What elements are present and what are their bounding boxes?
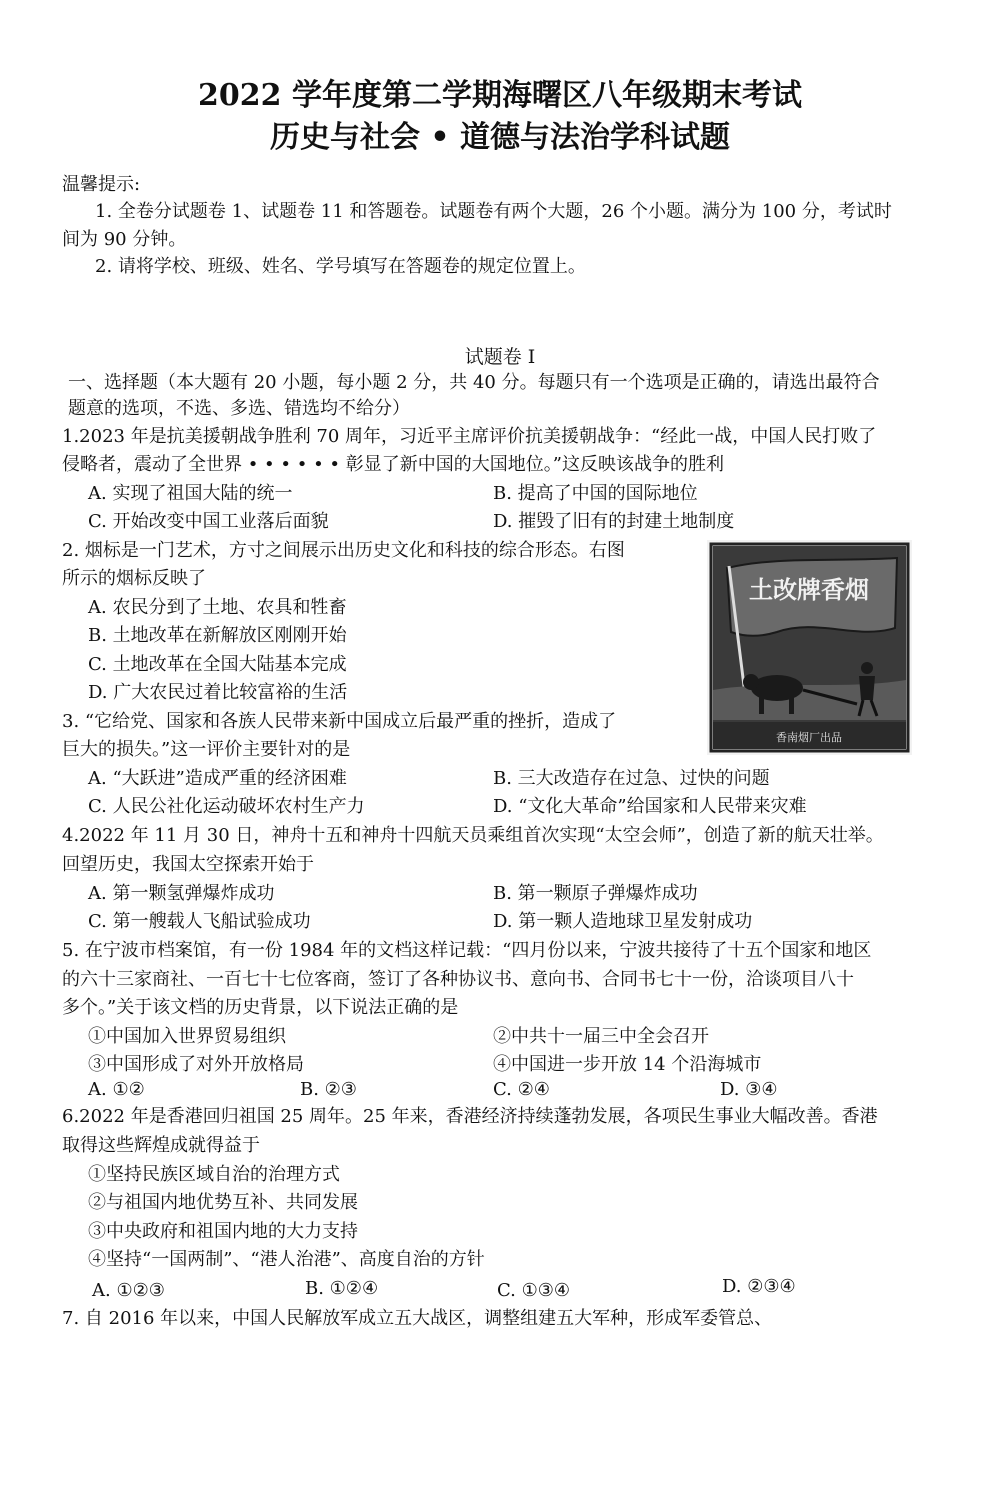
q5-option-b: B. ②③ [300, 1079, 357, 1100]
q7-stem-line1: 7. 自 2016 年以来，中国人民解放军成立五大战区，调整组建五大军种，形成军委管总、 [62, 1308, 773, 1329]
q6-stem-line2: 取得这些辉煌成就得益于 [62, 1135, 260, 1156]
q4-stem-line2: 回望历史，我国太空探索开始于 [62, 854, 314, 875]
q2-stem-line1: 2. 烟标是一门艺术，方寸之间展示出历史文化和科技的综合形态。右图 [62, 540, 625, 561]
q4-option-a: A. 第一颗氢弹爆炸成功 [88, 883, 275, 904]
q5-statement-1: ①中国加入世界贸易组织 [88, 1026, 286, 1047]
notice-item1-line2: 间为 90 分钟。 [62, 229, 187, 250]
q6-statement-2: ②与祖国内地优势互补、共同发展 [88, 1192, 358, 1213]
q2-stem-line2: 所示的烟标反映了 [62, 568, 206, 589]
q3-option-d: D. “文化大革命”给国家和人民带来灾难 [493, 796, 807, 817]
q6-stem-line1: 6.2022 年是香港回归祖国 25 周年。25 年来，香港经济持续蓬勃发展，各项民生事业大幅改善。香港 [62, 1106, 878, 1127]
q6-option-d: D. ②③④ [722, 1276, 796, 1297]
q6-option-c: C. ①③④ [497, 1280, 570, 1301]
section-intro-line2: 题意的选项，不选、多选、错选均不给分） [68, 398, 410, 419]
exam-title-line1: 2022 学年度第二学期海曙区八年级期末考试 [198, 78, 802, 113]
q1-stem-line1: 1.2023 年是抗美援朝战争胜利 70 周年，习近平主席评价抗美援朝战争：“经此一战，中国人民打败了 [62, 426, 877, 447]
q5-stem-line2: 的六十三家商社、一百七十七位客商，签订了各种协议书、意向书、合同书七十一份，洽谈项目八十 [62, 969, 854, 990]
q6-statement-3: ③中央政府和祖国内地的大力支持 [88, 1221, 358, 1242]
q4-option-d: D. 第一颗人造地球卫星发射成功 [493, 911, 753, 932]
q3-stem-line1: 3. “它给党、国家和各族人民带来新中国成立后最严重的挫折，造成了 [62, 711, 617, 732]
q5-option-a: A. ①② [88, 1079, 145, 1100]
notice-item2: 2. 请将学校、班级、姓名、学号填写在答题卷的规定位置上。 [95, 256, 586, 277]
cigarette-label-image [707, 540, 912, 755]
q5-option-c: C. ②④ [493, 1079, 550, 1100]
notice-heading: 温馨提示: [62, 174, 141, 195]
q6-statement-1: ①坚持民族区域自治的治理方式 [88, 1164, 340, 1185]
cigarette-label-caption: 香南烟厂出品 [776, 731, 842, 744]
q6-statement-4: ④坚持“一国两制”、“港人治港”、高度自治的方针 [88, 1249, 485, 1270]
section-intro-line1: 一、选择题（本大题有 20 小题，每小题 2 分，共 40 分。每题只有一个选项是正确的，请选出最符合 [68, 372, 880, 393]
q2-option-c: C. 土地改革在全国大陆基本完成 [88, 654, 347, 675]
q5-statement-4: ④中国进一步开放 14 个沿海城市 [493, 1054, 762, 1075]
q5-stem-line3: 多个。”关于该文档的历史背景，以下说法正确的是 [62, 997, 459, 1018]
q5-statement-3: ③中国形成了对外开放格局 [88, 1054, 304, 1075]
q3-stem-line2: 巨大的损失。”这一评价主要针对的是 [62, 739, 351, 760]
q4-stem-line1: 4.2022 年 11 月 30 日，神舟十五和神舟十四航天员乘组首次实现“太空会师”，创造了新的航天壮举。 [62, 825, 884, 846]
q4-option-b: B. 第一颗原子弹爆炸成功 [493, 883, 698, 904]
q1-option-c: C. 开始改变中国工业落后面貌 [88, 511, 329, 532]
q5-option-d: D. ③④ [720, 1079, 778, 1100]
q2-option-d: D. 广大农民过着比较富裕的生活 [88, 682, 348, 703]
q2-option-b: B. 土地改革在新解放区刚刚开始 [88, 625, 347, 646]
q1-option-d: D. 摧毁了旧有的封建土地制度 [493, 511, 735, 532]
exam-title-line2: 历史与社会 • 道德与法治学科试题 [269, 120, 731, 155]
q1-option-a: A. 实现了祖国大陆的统一 [88, 483, 293, 504]
section-title: 试题卷 I [464, 346, 536, 368]
q2-option-a: A. 农民分到了土地、农具和牲畜 [88, 597, 347, 618]
q4-option-c: C. 第一艘载人飞船试验成功 [88, 911, 311, 932]
q3-option-c: C. 人民公社化运动破坏农村生产力 [88, 796, 365, 817]
q3-option-a: A. “大跃进”造成严重的经济困难 [88, 768, 347, 789]
cigarette-label-title: 土改牌香烟 [749, 576, 869, 604]
q3-option-b: B. 三大改造存在过急、过快的问题 [493, 768, 770, 789]
q6-option-a: A. ①②③ [92, 1280, 165, 1301]
q1-stem-line2: 侵略者，震动了全世界 • • • • • • 彰显了新中国的大国地位。”这反映该战争的胜利 [62, 454, 724, 475]
q1-option-b: B. 提高了中国的国际地位 [493, 483, 698, 504]
q5-stem-line1: 5. 在宁波市档案馆，有一份 1984 年的文档这样记载：“四月份以来，宁波共接待了十五个国家和地区 [62, 940, 872, 961]
notice-item1-line1: 1. 全卷分试题卷 1、试题卷 11 和答题卷。试题卷有两个大题，26 个小题。满分为 100 分，考试时 [95, 201, 892, 222]
q5-statement-2: ②中共十一届三中全会召开 [493, 1026, 709, 1047]
q6-option-b: B. ①②④ [305, 1278, 379, 1299]
